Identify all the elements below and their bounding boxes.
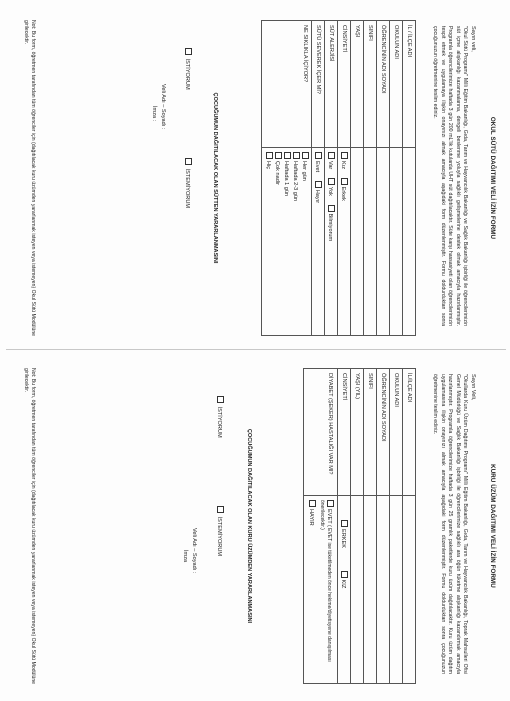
- gender-option-boy[interactable]: ERKEK: [340, 520, 348, 548]
- checkbox-icon[interactable]: [309, 500, 316, 507]
- diabetes-option-yes[interactable]: EVET ( EVET ise tüketilmeden önce hekime/diyetisyene danışılması önerilecektir.): [319, 500, 332, 662]
- row-label-province: İL / İLÇE ADI: [403, 21, 416, 148]
- table-row: [262, 21, 312, 336]
- table-row: [390, 369, 403, 684]
- frequency-option-1-day[interactable]: Haftada 1 gün: [282, 152, 291, 331]
- row-label-gender: CİNSİYETİ: [338, 21, 351, 148]
- checkbox-icon[interactable]: [328, 152, 335, 159]
- row-label-class: SINIFI: [364, 21, 377, 148]
- milk-permission-form: [0, 8, 510, 348]
- table-row: [364, 21, 377, 336]
- table-row: [338, 21, 351, 336]
- table-row: [351, 21, 364, 336]
- row-label-allergy: SÜT ALERJİSİ: [325, 21, 338, 148]
- diabetes-note: ( EVET ise tüketilmeden önce hekime/diyetisyene danışılması önerilecektir.): [319, 500, 332, 662]
- checkbox-icon[interactable]: [327, 500, 334, 507]
- checkbox-icon[interactable]: [341, 520, 348, 527]
- footnote: Not: Bu form, öğretmen tarafından tüm öğrenciler için (dağıtılacak kuru üzümden yararlanmak isteyen veya istemeyen) Okul Sütü Modülüne girilecektir.: [23, 20, 36, 336]
- checkbox-icon[interactable]: [315, 181, 322, 188]
- checkbox-icon[interactable]: [185, 48, 192, 55]
- frequency-option-never[interactable]: Hiç: [264, 152, 273, 331]
- consent-heading: ÇOCUĞUMUN DAĞITILACAK OLAN KURU ÜZÜMDEN YARARLANMASINI: [246, 428, 252, 624]
- frequency-option-2-3-days[interactable]: Haftada 2-3 gün: [291, 152, 300, 331]
- table-row: [304, 369, 338, 684]
- checkbox-icon[interactable]: [302, 152, 309, 159]
- gender-option-girl[interactable]: Kız: [340, 152, 348, 169]
- frequency-options: [262, 148, 312, 336]
- checkbox-icon[interactable]: [293, 152, 300, 159]
- row-label-school: OKULUN ADI: [390, 369, 403, 496]
- gender-options: [338, 496, 351, 684]
- likes-options: [312, 148, 325, 336]
- intro-paragraph: "Okullarda Kuru Üzüm Dağıtımı Programı" Milli Eğitim Bakanlığı, Gıda, Tarım ve Hayvancılık Bakanlığı, Toprak Mahsulleri Ofisi Genel Müdürlüğü ve Sağlık Bakanlığı işbirliği ile öğrencilerimize sağlıklı ara öğün tüketme alışkanlığı kazandırmak amacıyla hazırlanmıştır. Programla öğrencilerimize haftada 3 gün 25 gramlık paketlerde kuru üzüm dağıtılacaktır. Kuru üzüm dağıtım uygulamasına ilişkin onayınızı almak amacıyla aşağıdaki form düzenlenmiştir. Formu doldurduktan sonra çocuğunuzun öğretmenine teslim ediniz.: [432, 374, 468, 674]
- table-row: [390, 21, 403, 336]
- row-label-class: SINIFI: [364, 369, 377, 496]
- row-label-student: ÖĞRENCİNİN ADI SOYADI: [377, 21, 390, 148]
- likes-option-no[interactable]: Hayır: [314, 181, 322, 203]
- greeting: Sayın veli,: [470, 26, 476, 52]
- age-field[interactable]: [351, 496, 364, 684]
- checkbox-icon[interactable]: [341, 178, 348, 185]
- consent-option-not-want[interactable]: İSTEMİYORUM: [184, 158, 192, 208]
- row-label-student: ÖĞRENCİNİN ADI SOYADI: [377, 369, 390, 496]
- parent-name-label: Veli Adı – Soyadı :: [191, 528, 197, 574]
- footnote: Not: Bu form, öğretmen tarafından tüm öğrenciler için (dağıtılacak kuru üzümden yararlanmak isteyen veya istemeyen) Okul Sütü Modülüne girilecektir.: [23, 368, 36, 684]
- form-title: KURU ÜZÜM DAĞITIMI VELİ İZİN FORMU: [489, 464, 496, 588]
- allergy-option-unknown[interactable]: Bilmiyorum: [327, 205, 335, 242]
- student-name-field[interactable]: [377, 148, 390, 336]
- checkbox-icon[interactable]: [341, 152, 348, 159]
- age-field[interactable]: [351, 148, 364, 336]
- school-field[interactable]: [390, 496, 403, 684]
- diabetes-option-no[interactable]: HAYIR: [307, 500, 316, 679]
- signature-block: [149, 84, 167, 129]
- table-row: [338, 369, 351, 684]
- consent-heading: ÇOCUĞUMUN DAĞITILACAK OLAN SÜTTEN YARARLANMASINI: [212, 92, 218, 264]
- checkbox-icon[interactable]: [328, 205, 335, 212]
- intro-paragraph: "Okul Sütü Programı" Milli Eğitim Bakanlığı, Gıda, Tarım ve Hayvancılık Bakanlığı ve Sağlık Bakanlığı işbirliği ile öğrencilerimizin süt içme alışkanlığı kazanmalarına, dengeli beslenme yoluyla sağlıklı gelişmelerine destek olmak amacıyla hazırlanmıştır. Programla öğrencilerimize haftada 3 gün 200 mL'lik kutularda UHT süt dağıtılacaktır. Süte karşı hassasiyeti olan öğrencilerimizin tespit etmek ve uygulamaya ilişkin onayınızı almak amacıyla aşağıdaki form düzenlenmiştir. Formu doldurduktan sonra çocuğunuzun öğretmenine teslim ediniz.: [432, 26, 468, 326]
- consent-option-want[interactable]: İSTİYORUM: [216, 396, 224, 438]
- checkbox-icon[interactable]: [315, 152, 322, 159]
- province-field[interactable]: [403, 496, 416, 684]
- checkbox-icon[interactable]: [217, 396, 224, 403]
- row-label-gender: CİNSİYETİ: [338, 369, 351, 496]
- checkbox-icon[interactable]: [185, 158, 192, 165]
- gender-option-girl[interactable]: KIZ: [340, 571, 348, 589]
- class-field[interactable]: [364, 496, 377, 684]
- checkbox-icon[interactable]: [328, 178, 335, 185]
- row-label-frequency: NE SIKLIKLA İÇİYOR?: [262, 21, 312, 148]
- table-row: [403, 21, 416, 336]
- province-field[interactable]: [403, 148, 416, 336]
- gender-option-boy[interactable]: Erkek: [340, 178, 348, 201]
- student-info-table: [303, 368, 416, 684]
- table-row: [312, 21, 325, 336]
- row-label-age: YAŞI (YIL): [351, 369, 364, 496]
- row-label-school: OKULUN ADI: [390, 21, 403, 148]
- allergy-options: [325, 148, 338, 336]
- form-title: OKUL SÜTÜ DAĞITIMI VELİ İZİN FORMU: [489, 116, 496, 240]
- table-row: [364, 369, 377, 684]
- table-row: [351, 369, 364, 684]
- table-row: [377, 369, 390, 684]
- fold-line: [6, 349, 506, 350]
- checkbox-icon[interactable]: [284, 152, 291, 159]
- class-field[interactable]: [364, 148, 377, 336]
- table-row: [377, 21, 390, 336]
- signature-block: [180, 528, 198, 573]
- school-field[interactable]: [390, 148, 403, 336]
- checkbox-icon[interactable]: [275, 152, 282, 159]
- signature-label: İmza :: [151, 106, 157, 122]
- gender-options: [338, 148, 351, 336]
- row-label-province: İL/İLÇE ADI: [403, 369, 416, 496]
- allergy-option-yes[interactable]: Var: [327, 152, 335, 169]
- raisin-permission-form: [0, 356, 510, 696]
- student-name-field[interactable]: [377, 496, 390, 684]
- row-label-likes: SÜTÜ SEVEREK İÇER Mİ?: [312, 21, 325, 148]
- row-label-diabetes: DİYABET (ŞEKER) HASTALIĞI VAR MI?: [304, 369, 338, 496]
- allergy-option-no[interactable]: Yok: [327, 178, 335, 196]
- row-label-age: YAŞI: [351, 21, 364, 148]
- checkbox-icon[interactable]: [217, 506, 224, 513]
- table-row: [325, 21, 338, 336]
- likes-option-yes[interactable]: Evet: [314, 152, 322, 172]
- signature-label: İmza: [182, 550, 188, 563]
- student-info-table: [261, 20, 416, 336]
- frequency-option-daily[interactable]: Her gün: [300, 152, 309, 331]
- consent-option-want[interactable]: İSTİYORUM: [184, 48, 192, 90]
- diabetes-options: [304, 496, 338, 684]
- frequency-option-rarely[interactable]: Çok nadir: [273, 152, 282, 331]
- parent-name-label: Veli Adı – Soyadı :: [160, 84, 166, 130]
- checkbox-icon[interactable]: [341, 571, 348, 578]
- greeting: Sayın Veli,: [470, 374, 476, 401]
- consent-option-not-want[interactable]: İSTEMİYORUM: [216, 506, 224, 556]
- checkbox-icon[interactable]: [266, 152, 273, 159]
- table-row: [403, 369, 416, 684]
